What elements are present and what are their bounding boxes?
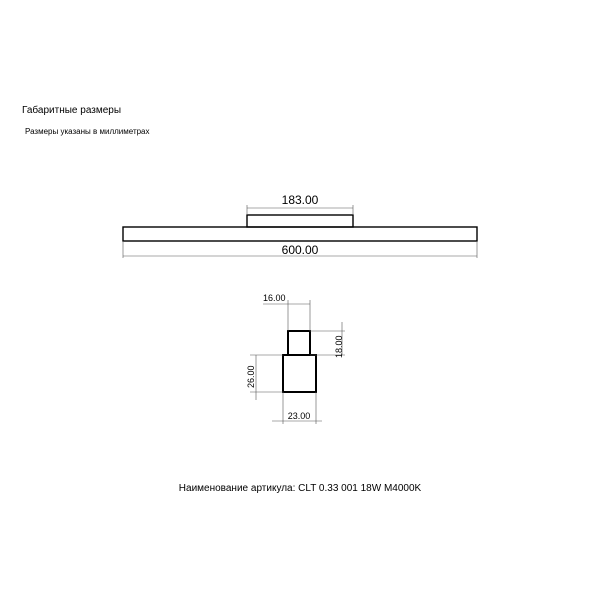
side-top-block	[288, 331, 310, 355]
dimension-label-26: 26.00	[246, 365, 256, 388]
units-note: Размеры указаны в миллиметрах	[25, 127, 150, 136]
front-view	[123, 193, 477, 258]
dimension-label-600: 600.00	[281, 243, 319, 257]
dimension-side-top-width	[263, 293, 310, 331]
side-view	[246, 293, 345, 424]
dimension-side-bottom-height	[246, 355, 283, 400]
side-bottom-block	[283, 355, 316, 392]
drawing-title: Габаритные размеры	[22, 105, 122, 116]
dimension-total-width	[123, 241, 477, 258]
dimension-label-23: 23.00	[287, 411, 311, 421]
dimension-top-width	[247, 193, 353, 215]
dimension-side-bottom-width	[272, 392, 322, 424]
dimension-label-183: 183.00	[281, 193, 319, 207]
front-main-bar	[123, 227, 477, 241]
dimension-label-16: 16.00	[263, 293, 286, 303]
dimension-side-top-height	[310, 322, 345, 358]
front-top-block	[247, 215, 353, 227]
article-name: Наименование артикула: CLT 0.33 001 18W M4000K	[178, 483, 422, 494]
dimension-label-18: 18.00	[334, 335, 344, 358]
